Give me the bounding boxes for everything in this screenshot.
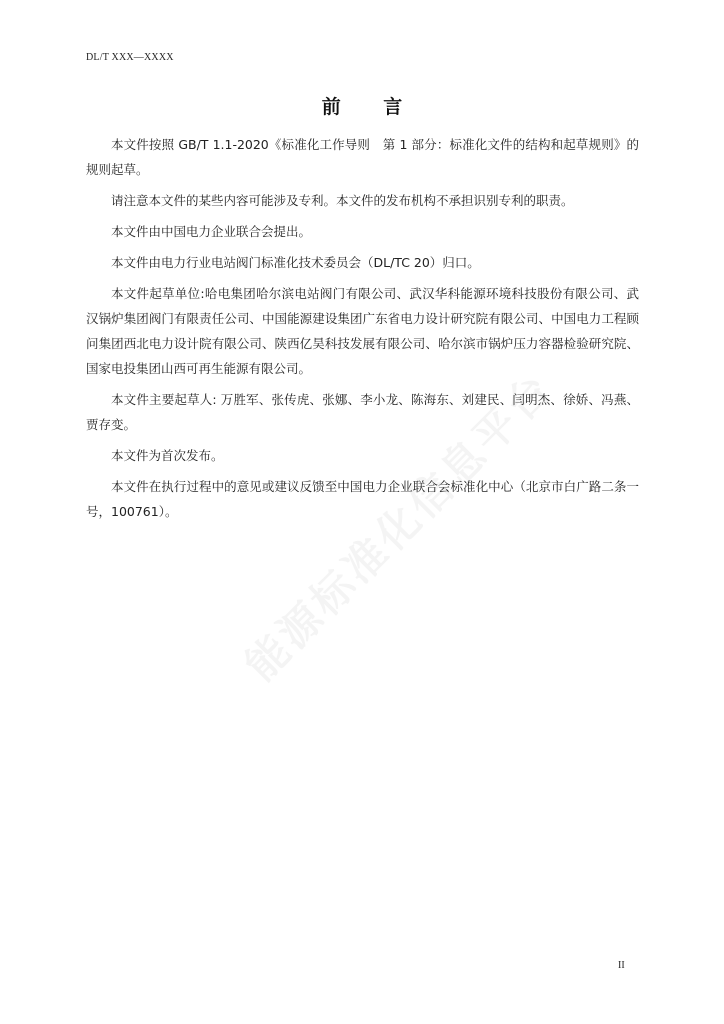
paragraph-feedback: 本文件在执行过程中的意见或建议反馈至中国电力企业联合会标准化中心（北京市白广路二条一号，100761）。: [86, 479, 639, 519]
foreword-body: [86, 132, 639, 530]
paragraph-drafting-units: 本文件起草单位:哈电集团哈尔滨电站阀门有限公司、武汉华科能源环境科技股份有限公司、武汉锅炉集团阀门有限责任公司、中国能源建设集团广东省电力设计研究院有限公司、中国电力工程顾问集团西北电力设计院有限公司、陕西亿昊科技发展有限公司、哈尔滨市锅炉压力容器检验研究院、国家电投集团山西可再生能源有限公司。: [86, 286, 639, 376]
paragraph-first-release: 本文件为首次发布。: [111, 448, 224, 463]
page-title: 前 言: [321, 96, 421, 118]
paragraph-drafters: 本文件主要起草人: 万胜军、张传虎、张娜、李小龙、陈海东、刘建民、闫明杰、徐娇、冯燕、贾存变。: [86, 392, 639, 432]
paragraph-patent-notice: 请注意本文件的某些内容可能涉及专利。本文件的发布机构不承担识别专利的职责。: [111, 193, 574, 208]
document-code: DL/T XXX—XXXX: [86, 52, 174, 63]
paragraph-drafting-rules: 本文件按照 GB/T 1.1-2020《标准化工作导则 第 1 部分：标准化文件的结构和起草规则》的规则起草。: [86, 137, 639, 177]
paragraph-committee: 本文件由电力行业电站阀门标准化技术委员会（DL/TC 20）归口。: [111, 255, 480, 270]
page-number: II: [618, 960, 625, 971]
paragraph-proposer: 本文件由中国电力企业联合会提出。: [111, 224, 312, 239]
